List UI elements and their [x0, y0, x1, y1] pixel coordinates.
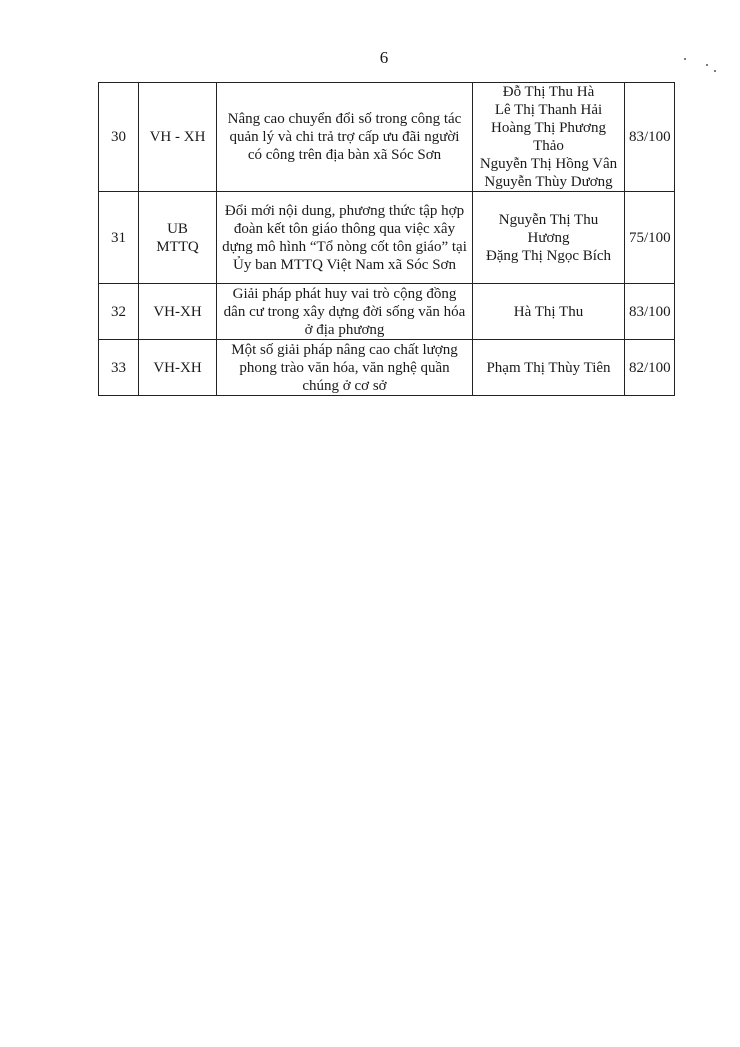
- title-cell: Đổi mới nội dung, phương thức tập hợp đoàn kết tôn giáo thông qua việc xây dựng mô hình “Tổ nòng cốt tôn giáo” tại Ủy ban MTTQ Việt Nam xã Sóc Sơn: [217, 192, 473, 284]
- row-number-cell: 30: [99, 83, 139, 192]
- score-cell: 82/100: [625, 340, 675, 396]
- table-row: [99, 192, 675, 284]
- title-cell: Một số giải pháp nâng cao chất lượng phong trào văn hóa, văn nghệ quần chúng ở cơ sở: [217, 340, 473, 396]
- authors-cell: Nguyễn Thị Thu Hương Đặng Thị Ngọc Bích: [473, 192, 625, 284]
- unit-cell: UB MTTQ: [139, 192, 217, 284]
- row-number-cell: 32: [99, 284, 139, 340]
- row-number-cell: 31: [99, 192, 139, 284]
- unit-cell: VH-XH: [139, 340, 217, 396]
- authors-cell: Phạm Thị Thùy Tiên: [473, 340, 625, 396]
- scan-artifact-dots: [680, 58, 720, 78]
- unit-cell: VH - XH: [139, 83, 217, 192]
- score-cell: 83/100: [625, 284, 675, 340]
- page-number: 6: [379, 48, 389, 67]
- authors-cell: Hà Thị Thu: [473, 284, 625, 340]
- score-cell: 75/100: [625, 192, 675, 284]
- row-number-cell: 33: [99, 340, 139, 396]
- records-table: [98, 82, 675, 396]
- table-row: [99, 340, 675, 396]
- table-row: [99, 284, 675, 340]
- title-cell: Giải pháp phát huy vai trò cộng đồng dân cư trong xây dựng đời sống văn hóa ở địa phương: [217, 284, 473, 340]
- table-row: [99, 83, 675, 192]
- authors-cell: Đỗ Thị Thu Hà Lê Thị Thanh Hải Hoàng Thị Phương Thảo Nguyễn Thị Hồng Vân Nguyễn Thùy Dương: [473, 83, 625, 192]
- score-cell: 83/100: [625, 83, 675, 192]
- title-cell: Nâng cao chuyển đổi số trong công tác quản lý và chi trả trợ cấp ưu đãi người có công trên địa bàn xã Sóc Sơn: [217, 83, 473, 192]
- unit-cell: VH-XH: [139, 284, 217, 340]
